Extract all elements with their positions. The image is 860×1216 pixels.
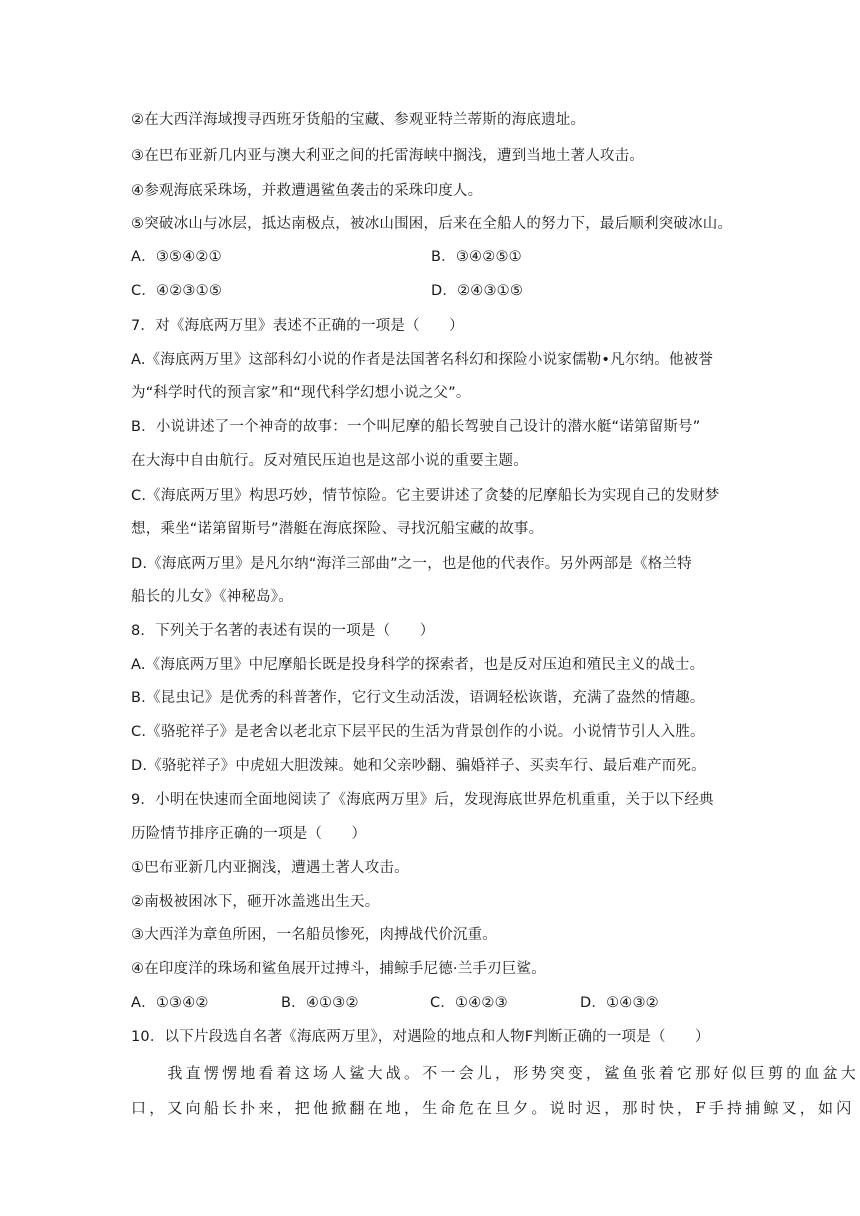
q9-options-row (131, 993, 731, 1013)
q6-item-5: ⑤突破冰山与冰层，抵达南极点，被冰山围困，后来在全船人的努力下，最后顺利突破冰山。 (131, 216, 733, 232)
q6-options-row-1 (131, 247, 522, 267)
q9-option-a[interactable]: A．①③④② (131, 995, 209, 1011)
q9-stem-line-1: 9．小明在快速而全面地阅读了《海底两万里》后，发现海底世界危机重重，关于以下经典 (131, 792, 714, 808)
q7-option-b-line-2: 在大海中自由航行。反对殖民压迫也是这部小说的重要主题。 (131, 453, 528, 469)
q8-option-b: B.《昆虫记》是优秀的科普著作，它行文生动活泼，语调轻松诙谐，充满了盎然的情趣。 (131, 690, 705, 706)
q7-option-d-line-1: D.《海底两万里》是凡尔纳“海洋三部曲”之一，也是他的代表作。另外两部是《格兰特 (131, 556, 692, 572)
q7-option-a-line-1: A.《海底两万里》这部科幻小说的作者是法国著名科幻和探险小说家儒勒•凡尔纳。他被誉 (131, 352, 714, 368)
q6-item-2: ②在大西洋海域搜寻西班牙货船的宝藏、参观亚特兰蒂斯的海底遗址。 (131, 112, 586, 128)
q10-passage-line-2: 口，又向船长扑来，把他掀翻在地，生命危在旦夕。说时迟，那时快，F手持捕鲸叉，如闪 (131, 1099, 855, 1117)
q9-option-d[interactable]: D．①④③② (580, 995, 659, 1011)
q9-option-c[interactable]: C．①④②③ (430, 995, 508, 1011)
q6-options-row-2 (131, 281, 524, 301)
q8-option-d: D.《骆驼祥子》中虎妞大胆泼辣。她和父亲吵翻、骗婚祥子、买卖车行、最后难产而死。 (131, 758, 706, 774)
q7-option-b-line-1: B．小说讲述了一个神奇的故事：一个叫尼摩的船长驾驶自己设计的潜水艇“诺第留斯号” (131, 419, 701, 435)
q9-item-4: ④在印度洋的珠场和鲨鱼展开过搏斗，捕鲸手尼德·兰手刃巨鲨。 (131, 961, 546, 977)
q9-item-3: ③大西洋为章鱼所困，一名船员惨死，肉搏战代价沉重。 (131, 927, 497, 943)
q7-stem: 7．对《海底两万里》表述不正确的一项是（ ） (131, 318, 464, 334)
q8-option-c: C.《骆驼祥子》是老舍以老北京下层平民的生活为背景创作的小说。小说情节引人入胜。 (131, 724, 705, 740)
q7-option-a-line-2: 为“科学时代的预言家”和“现代科学幻想小说之父”。 (131, 385, 471, 401)
q9-option-b[interactable]: B．④①③② (281, 995, 359, 1011)
q6-item-3: ③在巴布亚新几内亚与澳大利亚之间的托雷海峡中搁浅，遭到当地土著人攻击。 (131, 148, 644, 164)
q8-stem: 8．下列关于名著的表述有误的一项是（ ） (131, 623, 435, 639)
q9-stem-line-2: 历险情节排序正确的一项是（ ） (131, 826, 367, 842)
q6-item-4: ④参观海底采珠场，并救遭遇鲨鱼袭击的采珠印度人。 (131, 183, 483, 199)
q9-item-2: ②南极被困冰下，砸开冰盖逃出生天。 (131, 894, 380, 910)
q7-option-c-line-2: 想，乘坐“诺第留斯号”潜艇在海底探险、寻找沉船宝藏的故事。 (131, 521, 544, 537)
q6-option-b[interactable]: B．③④②⑤① (431, 249, 522, 265)
q8-option-a: A.《海底两万里》中尼摩船长既是投身科学的探索者，也是反对压迫和殖民主义的战士。 (131, 657, 705, 673)
q9-item-1: ①巴布亚新几内亚搁浅，遭遇土著人攻击。 (131, 860, 409, 876)
q7-option-c-line-1: C.《海底两万里》构思巧妙，情节惊险。它主要讲述了贪婪的尼摩船长为实现自己的发财梦 (131, 488, 720, 504)
q10-passage-line-1: 我直愣愣地看着这场人鲨大战。不一会儿，形势突变，鲨鱼张着它那好似巨剪的血盆大 (131, 1064, 860, 1082)
q10-stem: 10．以下片段选自名著《海底两万里》，对遇险的地点和人物F判断正确的一项是（ ） (131, 1029, 710, 1045)
q6-option-d[interactable]: D．②④③①⑤ (431, 283, 524, 299)
q6-option-a[interactable]: A．③⑤④②① (131, 249, 222, 265)
q6-option-c[interactable]: C．④②③①⑤ (131, 283, 223, 299)
q7-option-d-line-2: 船长的儿女》《神秘岛》。 (131, 589, 293, 605)
